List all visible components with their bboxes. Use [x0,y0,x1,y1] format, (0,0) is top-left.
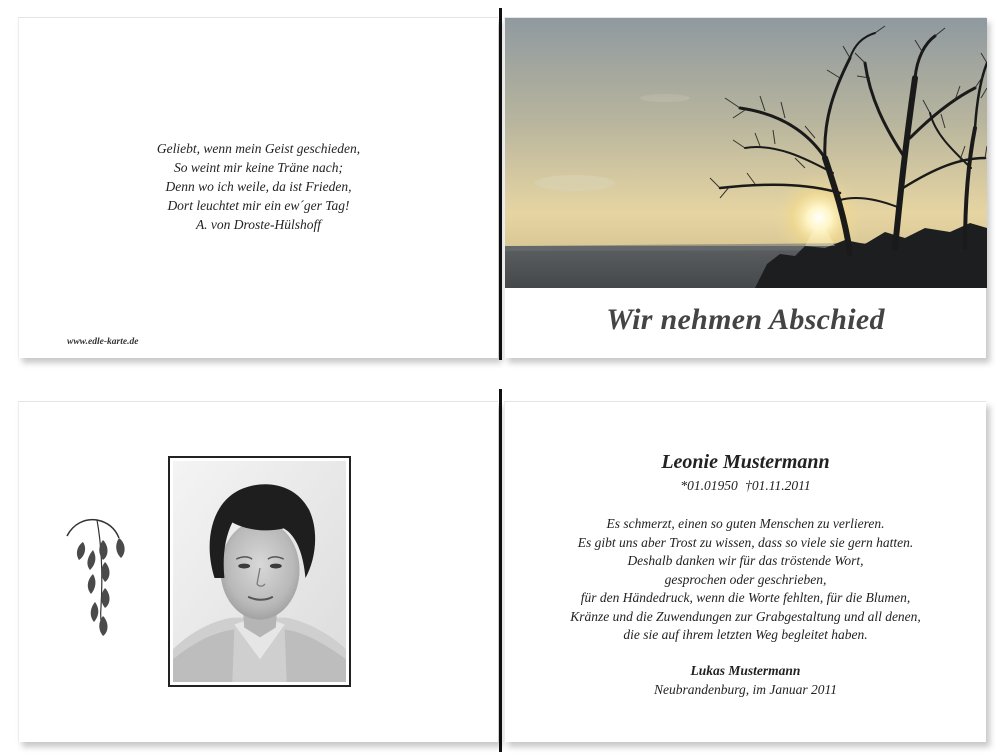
death-date: †01.11.2011 [745,478,811,493]
poem-line: Denn wo ich weile, da ist Frieden, [165,179,352,194]
place-and-date: Neubrandenburg, im Januar 2011 [654,682,837,697]
poem-line: Geliebt, wenn mein Geist geschieden, [156,141,361,156]
poem-line: So weint mir keine Träne nach; [173,160,344,175]
message-line: für den Händedruck, wenn die Worte fehlten, für die Blumen, [580,590,911,605]
fold-line-top [499,8,502,360]
website-credit: www.edle-karte.de [67,337,139,347]
message-line: gesprochen oder geschrieben, [664,571,827,587]
portrait-photo [168,456,351,687]
poem-author: A. von Droste-Hülshoff [195,217,322,232]
thank-you-message [505,515,986,645]
fold-line-bottom [499,389,502,752]
message-line: Es gibt uns aber Trost zu wissen, dass so viele sie gern hatten. [577,534,914,550]
birth-date: *01.01950 [680,478,738,493]
card-poem-page [18,17,498,358]
signer-name: Lukas Mustermann [690,663,801,678]
branch-leaves-icon [63,512,133,637]
message-line: Es schmerzt, einen so guten Menschen zu verlieren. [606,516,885,531]
sunset-tree-photo [505,18,987,288]
message-line: Kränze und die Zuwendungen zur Grabgestaltung und all denen, [570,608,921,624]
card-portrait-page [18,401,498,742]
message-line: Deshalb danken wir für das tröstende Wort, [627,553,864,568]
deceased-name: Leonie Mustermann [661,451,830,473]
card-title: Wir nehmen Abschied [606,303,885,336]
life-dates [505,478,986,494]
poem-line: Dort leuchtet mir ein ew´ger Tag! [167,198,350,213]
message-line: die sie auf ihrem letzten Weg begleitet haben. [623,627,868,642]
card-cover-page [504,17,986,358]
card-message-page [504,401,986,742]
poem [19,139,498,234]
